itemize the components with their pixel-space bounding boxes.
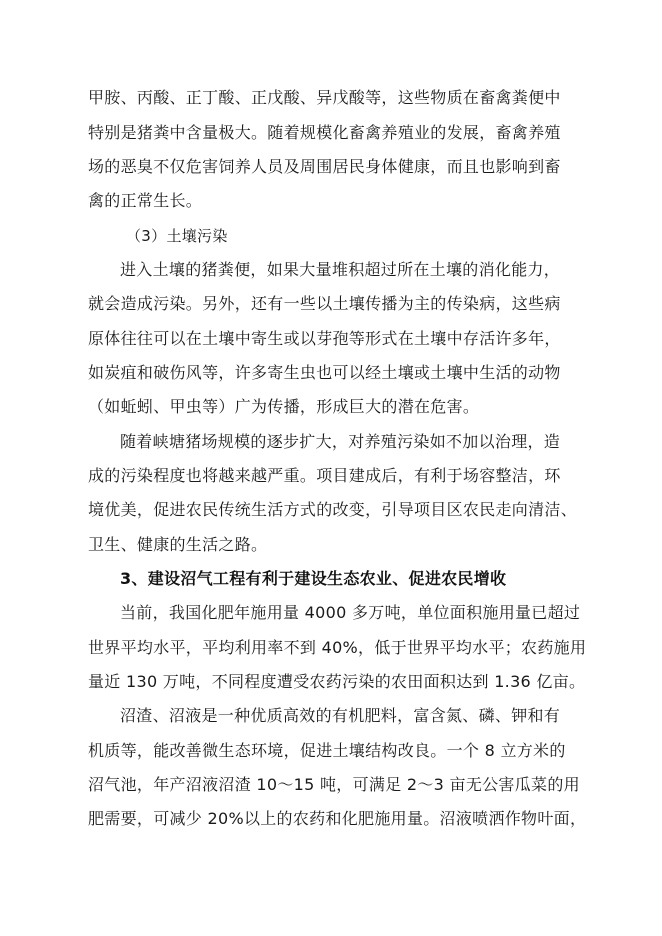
- text-line: 境优美，促进农民传统生活方式的改变，引导项目区农民走向清洁、: [88, 500, 578, 519]
- text-line: 量近 130 万吨，不同程度遭受农药污染的农田面积达到 1.36 亿亩。: [88, 672, 586, 691]
- text-line: 甲胺、丙酸、正丁酸、正戊酸、异戊酸等，这些物质在畜禽粪便中: [88, 88, 561, 107]
- text-line: 特别是猪粪中含量极大。随着规模化畜禽养殖业的发展，畜禽养殖: [88, 123, 561, 142]
- text-line: 如炭疽和破伤风等，许多寄生虫也可以经土壤或土壤中生活的动物: [88, 363, 561, 382]
- text-line: 机质等，能改善微生态环境，促进土壤结构改良。一个 8 立方米的: [88, 741, 566, 760]
- text-line: 就会造成污染。另外，还有一些以土壤传播为主的传染病，这些病: [88, 294, 561, 313]
- text-line: 卫生、健康的生活之路。: [88, 535, 268, 554]
- text-line: （如蚯蚓、甲虫等）广为传播，形成巨大的潜在危害。: [88, 397, 480, 416]
- text-line: 进入土壤的猪粪便，如果大量堆积超过所在土壤的消化能力，: [120, 260, 561, 279]
- text-line: 肥需要，可减少 20%以上的农药和化肥施用量。沼液喷洒作物叶面，: [88, 809, 587, 828]
- text-line: 当前，我国化肥年施用量 4000 多万吨，单位面积施用量已超过: [120, 603, 581, 622]
- text-line: 成的污染程度也将越来越严重。项目建成后，有利于场容整洁，环: [88, 466, 561, 485]
- text-line: 原体往往可以在土壤中寄生或以芽孢等形式在土壤中存活许多年，: [88, 329, 561, 348]
- text-line: 禽的正常生长。: [88, 191, 203, 210]
- text-line: 世界平均水平，平均利用率不到 40%，低于世界平均水平；农药施用: [88, 638, 587, 657]
- section-subheading: （3）土壤污染: [126, 227, 228, 245]
- section-heading: 3、建设沼气工程有利于建设生态农业、促进农民增收: [120, 569, 507, 588]
- text-line: 场的恶臭不仅危害饲养人员及周围居民身体健康，而且也影响到畜: [88, 157, 561, 176]
- text-line: 随着峡塘猪场规模的逐步扩大，对养殖污染如不加以治理，造: [120, 432, 561, 451]
- text-line: 沼渣、沼液是一种优质高效的有机肥料，富含氮、磷、钾和有: [120, 706, 561, 725]
- text-line: 沼气池，年产沼液沼渣 10～15 吨，可满足 2～3 亩无公害瓜菜的用: [88, 775, 580, 794]
